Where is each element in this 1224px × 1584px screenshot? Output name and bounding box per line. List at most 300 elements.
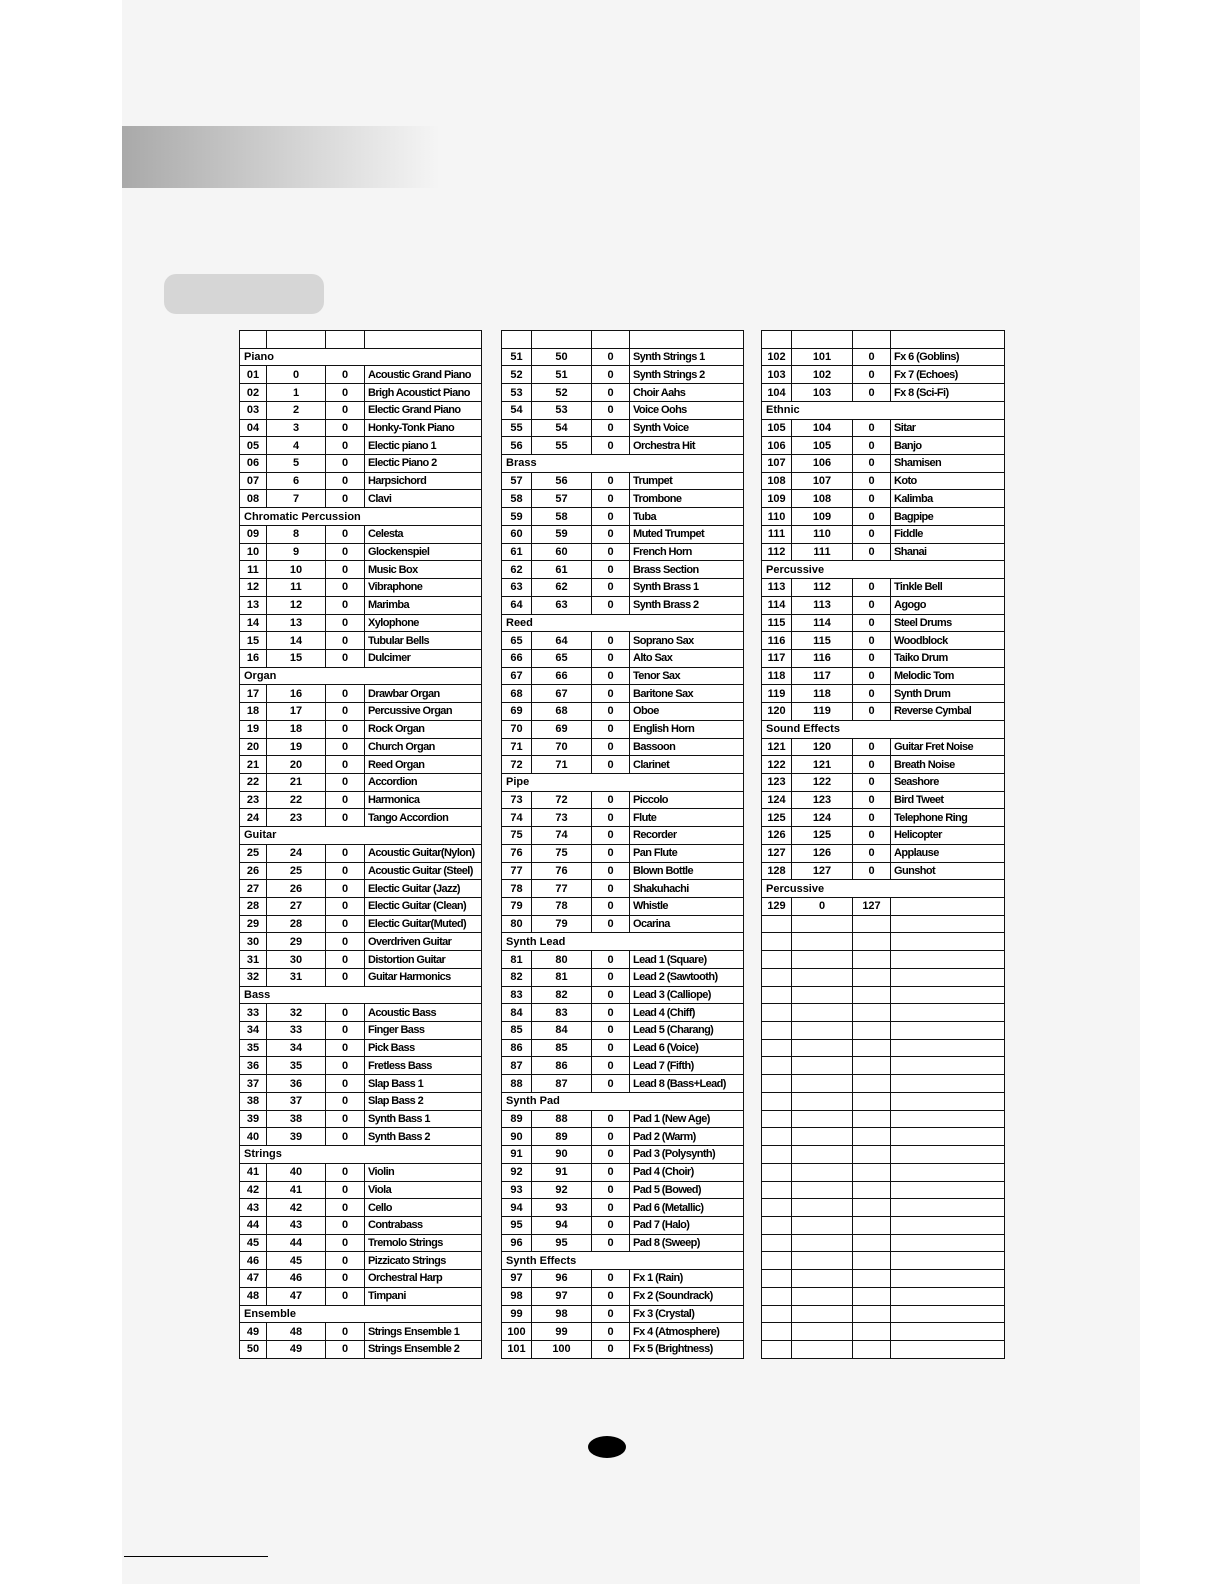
- category-spacer: [365, 1305, 482, 1323]
- voice-name: Glockenspiel: [365, 543, 482, 561]
- voice-row: [240, 1075, 482, 1093]
- voice-row: [240, 685, 482, 703]
- voice-number: 12: [240, 579, 267, 597]
- category-label: Synth Effects: [502, 1252, 630, 1270]
- voice-name: Slap Bass 2: [365, 1092, 482, 1110]
- voice-number: 115: [762, 614, 792, 632]
- voice-name: Electic Piano 2: [365, 455, 482, 473]
- bank-number: 0: [853, 419, 891, 437]
- voice-row: [502, 1234, 744, 1252]
- program-number: 26: [267, 880, 326, 898]
- voice-row: [502, 720, 744, 738]
- program-number: 85: [532, 1039, 592, 1057]
- bank-number: 0: [326, 862, 365, 880]
- voice-row: [762, 632, 1005, 650]
- program-number: 37: [267, 1092, 326, 1110]
- program-number: 35: [267, 1057, 326, 1075]
- program-number: 18: [267, 720, 326, 738]
- voice-row: [240, 1128, 482, 1146]
- empty-cell: [762, 986, 792, 1004]
- bank-number: 0: [592, 738, 630, 756]
- voice-name: Synth Brass 2: [630, 596, 744, 614]
- bank-number: 0: [592, 685, 630, 703]
- bank-number: 0: [592, 632, 630, 650]
- voice-name: Alto Sax: [630, 649, 744, 667]
- voice-row: [502, 844, 744, 862]
- voice-name: Helicopter: [891, 827, 1005, 845]
- program-number: 41: [267, 1181, 326, 1199]
- footer-rule: [124, 1556, 268, 1557]
- empty-row: [762, 1234, 1005, 1252]
- program-number: 48: [267, 1323, 326, 1341]
- program-number: 36: [267, 1075, 326, 1093]
- program-number: 53: [532, 401, 592, 419]
- voice-number: 22: [240, 773, 267, 791]
- program-number: 50: [532, 348, 592, 366]
- empty-cell: [853, 1004, 891, 1022]
- voice-name: Overdriven Guitar: [365, 933, 482, 951]
- program-number: 20: [267, 756, 326, 774]
- voice-row: [502, 809, 744, 827]
- program-number: 120: [792, 738, 853, 756]
- section-tab: [164, 274, 324, 314]
- voice-number: 26: [240, 862, 267, 880]
- voice-name: Bassoon: [630, 738, 744, 756]
- bank-number: 0: [853, 455, 891, 473]
- empty-cell: [762, 331, 792, 349]
- voice-row: [240, 915, 482, 933]
- program-number: 13: [267, 614, 326, 632]
- voice-number: 80: [502, 915, 532, 933]
- voice-number: 113: [762, 579, 792, 597]
- program-number: 55: [532, 437, 592, 455]
- category-label: Percussive: [762, 561, 891, 579]
- voice-row: [762, 809, 1005, 827]
- empty-cell: [853, 1057, 891, 1075]
- voice-number: 112: [762, 543, 792, 561]
- voice-name: Guitar Harmonics: [365, 968, 482, 986]
- bank-number: 0: [853, 437, 891, 455]
- voice-name: Drawbar Organ: [365, 685, 482, 703]
- program-number: 52: [532, 384, 592, 402]
- bank-number: 0: [326, 720, 365, 738]
- voice-name: Lead 2 (Sawtooth): [630, 968, 744, 986]
- program-number: 112: [792, 579, 853, 597]
- voice-name: Pad 3 (Polysynth): [630, 1146, 744, 1164]
- empty-cell: [365, 331, 482, 349]
- voice-row: [502, 968, 744, 986]
- voice-row: [240, 1234, 482, 1252]
- voice-name: Telephone Ring: [891, 809, 1005, 827]
- voice-row: [502, 951, 744, 969]
- program-number: 27: [267, 898, 326, 916]
- empty-cell: [762, 1305, 792, 1323]
- empty-row: [762, 1075, 1005, 1093]
- voice-number: 60: [502, 525, 532, 543]
- voice-row: [240, 1057, 482, 1075]
- voice-number: 45: [240, 1234, 267, 1252]
- voice-row: [240, 419, 482, 437]
- program-number: 73: [532, 809, 592, 827]
- voice-row: [240, 472, 482, 490]
- program-number: 119: [792, 703, 853, 721]
- voice-row: [502, 561, 744, 579]
- voice-row: [240, 773, 482, 791]
- empty-row: [762, 331, 1005, 349]
- voice-row: [240, 703, 482, 721]
- voice-name: Guitar Fret Noise: [891, 738, 1005, 756]
- empty-cell: [792, 1092, 853, 1110]
- empty-cell: [792, 331, 853, 349]
- program-number: 33: [267, 1022, 326, 1040]
- program-number: 17: [267, 703, 326, 721]
- voice-name: Lead 8 (Bass+Lead): [630, 1075, 744, 1093]
- voice-number: 116: [762, 632, 792, 650]
- voice-row: [762, 543, 1005, 561]
- voice-name: Pad 1 (New Age): [630, 1110, 744, 1128]
- voice-name: Bird Tweet: [891, 791, 1005, 809]
- program-number: 1: [267, 384, 326, 402]
- voice-name: Orchestral Harp: [365, 1270, 482, 1288]
- bank-number: 0: [326, 401, 365, 419]
- category-row: [762, 401, 1005, 419]
- empty-cell: [792, 1181, 853, 1199]
- voice-name: Slap Bass 1: [365, 1075, 482, 1093]
- voice-number: 10: [240, 543, 267, 561]
- empty-row: [762, 1305, 1005, 1323]
- program-number: 5: [267, 455, 326, 473]
- voice-number: 128: [762, 862, 792, 880]
- voice-name: Reverse Cymbal: [891, 703, 1005, 721]
- bank-number: 0: [853, 791, 891, 809]
- voice-number: 08: [240, 490, 267, 508]
- category-spacer: [630, 933, 744, 951]
- program-number: 43: [267, 1216, 326, 1234]
- voice-row: [240, 401, 482, 419]
- category-label: Ensemble: [240, 1305, 365, 1323]
- voice-number: 44: [240, 1216, 267, 1234]
- voice-number: 06: [240, 455, 267, 473]
- program-number: 107: [792, 472, 853, 490]
- voice-name: Tubular Bells: [365, 632, 482, 650]
- empty-cell: [891, 1340, 1005, 1358]
- voice-number: 120: [762, 703, 792, 721]
- program-number: 78: [532, 898, 592, 916]
- program-number: 23: [267, 809, 326, 827]
- bank-number: 0: [592, 1039, 630, 1057]
- voice-number: 19: [240, 720, 267, 738]
- program-number: 105: [792, 437, 853, 455]
- empty-cell: [891, 951, 1005, 969]
- empty-cell: [853, 1022, 891, 1040]
- program-number: 28: [267, 915, 326, 933]
- voice-name: Acoustic Guitar (Steel): [365, 862, 482, 880]
- voice-name: Pad 4 (Choir): [630, 1163, 744, 1181]
- voice-row: [240, 1323, 482, 1341]
- voice-number: 69: [502, 703, 532, 721]
- voice-number: 95: [502, 1216, 532, 1234]
- voice-row: [240, 1110, 482, 1128]
- bank-number: 0: [326, 525, 365, 543]
- voice-row: [502, 1340, 744, 1358]
- voice-row: [762, 614, 1005, 632]
- bank-number: 0: [326, 951, 365, 969]
- category-row: [240, 667, 482, 685]
- empty-cell: [762, 933, 792, 951]
- bank-number: 0: [592, 1110, 630, 1128]
- empty-cell: [891, 1022, 1005, 1040]
- voice-number: 49: [240, 1323, 267, 1341]
- empty-cell: [792, 1216, 853, 1234]
- voice-row: [240, 649, 482, 667]
- voice-number: 77: [502, 862, 532, 880]
- bank-number: 0: [326, 1075, 365, 1093]
- voice-name: Trombone: [630, 490, 744, 508]
- voice-number: 03: [240, 401, 267, 419]
- voice-name: Piccolo: [630, 791, 744, 809]
- category-spacer: [365, 1146, 482, 1164]
- bank-number: 0: [592, 1270, 630, 1288]
- empty-cell: [792, 933, 853, 951]
- voice-name: Clavi: [365, 490, 482, 508]
- voice-name: Agogo: [891, 596, 1005, 614]
- bank-number: 0: [853, 685, 891, 703]
- voice-row: [240, 933, 482, 951]
- bank-number: 0: [326, 437, 365, 455]
- voice-number: 90: [502, 1128, 532, 1146]
- voice-row: [502, 738, 744, 756]
- program-number: 94: [532, 1216, 592, 1234]
- bank-number: 0: [592, 862, 630, 880]
- bank-number: 0: [326, 419, 365, 437]
- program-number: 64: [532, 632, 592, 650]
- empty-cell: [891, 1305, 1005, 1323]
- program-number: 6: [267, 472, 326, 490]
- voice-row: [502, 1181, 744, 1199]
- voice-row: [502, 366, 744, 384]
- voice-number: 97: [502, 1270, 532, 1288]
- bank-number: 0: [326, 756, 365, 774]
- empty-cell: [762, 1004, 792, 1022]
- program-number: 101: [792, 348, 853, 366]
- voice-number: 32: [240, 968, 267, 986]
- empty-cell: [891, 1216, 1005, 1234]
- program-number: 98: [532, 1305, 592, 1323]
- voice-row: [240, 596, 482, 614]
- empty-cell: [853, 1323, 891, 1341]
- program-number: 31: [267, 968, 326, 986]
- voice-row: [502, 419, 744, 437]
- empty-row: [762, 951, 1005, 969]
- bank-number: 0: [326, 968, 365, 986]
- voice-name: Fx 5 (Brightness): [630, 1340, 744, 1358]
- bank-number: 0: [592, 1075, 630, 1093]
- empty-row: [762, 1270, 1005, 1288]
- bank-number: 0: [592, 1163, 630, 1181]
- category-spacer: [630, 455, 744, 473]
- bank-number: 0: [592, 649, 630, 667]
- program-number: 79: [532, 915, 592, 933]
- voice-number: 53: [502, 384, 532, 402]
- bank-number: 0: [326, 579, 365, 597]
- voice-row: [762, 862, 1005, 880]
- bank-number: 0: [592, 1199, 630, 1217]
- bank-number: 0: [326, 1270, 365, 1288]
- voice-row: [762, 472, 1005, 490]
- program-number: 34: [267, 1039, 326, 1057]
- voice-name: Taiko Drum: [891, 649, 1005, 667]
- bank-number: 0: [326, 1252, 365, 1270]
- voice-number: 114: [762, 596, 792, 614]
- voice-row: [502, 437, 744, 455]
- bank-number: 0: [592, 880, 630, 898]
- voice-number: 79: [502, 898, 532, 916]
- voice-row: [240, 1092, 482, 1110]
- empty-cell: [891, 1039, 1005, 1057]
- bank-number: 0: [853, 773, 891, 791]
- bank-number: 0: [326, 632, 365, 650]
- category-label: Synth Pad: [502, 1092, 630, 1110]
- program-number: 10: [267, 561, 326, 579]
- voice-name: Pizzicato Strings: [365, 1252, 482, 1270]
- voice-number: 05: [240, 437, 267, 455]
- voice-row: [240, 1340, 482, 1358]
- empty-cell: [891, 1234, 1005, 1252]
- voice-row: [762, 738, 1005, 756]
- voice-number: 28: [240, 898, 267, 916]
- category-label: Synth Lead: [502, 933, 630, 951]
- voice-name: Choir Aahs: [630, 384, 744, 402]
- bank-number: 0: [592, 525, 630, 543]
- bank-number: 0: [326, 543, 365, 561]
- program-number: 47: [267, 1287, 326, 1305]
- empty-cell: [891, 1057, 1005, 1075]
- program-number: 96: [532, 1270, 592, 1288]
- voice-number: 86: [502, 1039, 532, 1057]
- program-number: 39: [267, 1128, 326, 1146]
- voice-name: Shamisen: [891, 455, 1005, 473]
- empty-cell: [853, 915, 891, 933]
- program-number: 56: [532, 472, 592, 490]
- voice-name: Honky-Tonk Piano: [365, 419, 482, 437]
- bank-number: 0: [592, 1305, 630, 1323]
- voice-name: Breath Noise: [891, 756, 1005, 774]
- empty-cell: [792, 1004, 853, 1022]
- empty-cell: [891, 1146, 1005, 1164]
- voice-number: 127: [762, 844, 792, 862]
- voice-name: Pad 5 (Bowed): [630, 1181, 744, 1199]
- bank-number: 0: [592, 419, 630, 437]
- voice-name: Koto: [891, 472, 1005, 490]
- program-number: 38: [267, 1110, 326, 1128]
- program-number: 51: [532, 366, 592, 384]
- voice-name: Fx 7 (Echoes): [891, 366, 1005, 384]
- voice-row: [502, 384, 744, 402]
- voice-name: Synth Strings 2: [630, 366, 744, 384]
- category-label: Brass: [502, 455, 630, 473]
- category-spacer: [365, 986, 482, 1004]
- page-number-marker: [588, 1436, 626, 1458]
- empty-cell: [762, 915, 792, 933]
- voice-row: [762, 525, 1005, 543]
- category-row: [240, 1305, 482, 1323]
- program-number: 111: [792, 543, 853, 561]
- voice-name: Pad 7 (Halo): [630, 1216, 744, 1234]
- voice-number: 35: [240, 1039, 267, 1057]
- category-label: Organ: [240, 667, 365, 685]
- voice-row: [502, 1039, 744, 1057]
- voice-row: [502, 1128, 744, 1146]
- program-number: 8: [267, 525, 326, 543]
- voice-number: 25: [240, 844, 267, 862]
- voice-number: 70: [502, 720, 532, 738]
- voice-number: 59: [502, 508, 532, 526]
- empty-cell: [762, 1270, 792, 1288]
- voice-name: Clarinet: [630, 756, 744, 774]
- bank-number: 0: [592, 703, 630, 721]
- category-label: Pipe: [502, 773, 630, 791]
- empty-cell: [792, 986, 853, 1004]
- bank-number: 127: [853, 898, 891, 916]
- empty-cell: [792, 951, 853, 969]
- bank-number: 0: [326, 738, 365, 756]
- voice-name: Shakuhachi: [630, 880, 744, 898]
- empty-row: [762, 1057, 1005, 1075]
- bank-number: 0: [592, 348, 630, 366]
- voice-name: Fx 6 (Goblins): [891, 348, 1005, 366]
- voice-name: Music Box: [365, 561, 482, 579]
- category-spacer: [891, 720, 1005, 738]
- voice-row: [240, 756, 482, 774]
- voice-name: Celesta: [365, 525, 482, 543]
- voice-number: 24: [240, 809, 267, 827]
- voice-row: [502, 880, 744, 898]
- bank-number: 0: [853, 614, 891, 632]
- program-number: 99: [532, 1323, 592, 1341]
- bank-number: 0: [853, 809, 891, 827]
- empty-cell: [792, 1199, 853, 1217]
- empty-cell: [853, 1340, 891, 1358]
- empty-cell: [853, 1163, 891, 1181]
- category-label: Bass: [240, 986, 365, 1004]
- category-spacer: [365, 348, 482, 366]
- bank-number: 0: [326, 880, 365, 898]
- empty-cell: [891, 331, 1005, 349]
- program-number: 91: [532, 1163, 592, 1181]
- voice-row: [762, 649, 1005, 667]
- voice-number: 110: [762, 508, 792, 526]
- program-number: 70: [532, 738, 592, 756]
- empty-cell: [792, 1022, 853, 1040]
- empty-row: [762, 968, 1005, 986]
- program-number: 123: [792, 791, 853, 809]
- voice-name: Harmonica: [365, 791, 482, 809]
- voice-number: 125: [762, 809, 792, 827]
- voice-number: 66: [502, 649, 532, 667]
- empty-row: [762, 1092, 1005, 1110]
- empty-cell: [502, 331, 532, 349]
- empty-cell: [853, 986, 891, 1004]
- voice-row: [240, 862, 482, 880]
- voice-name: Tinkle Bell: [891, 579, 1005, 597]
- voice-name: Seashore: [891, 773, 1005, 791]
- voice-name: [891, 898, 1005, 916]
- voice-name: Lead 1 (Square): [630, 951, 744, 969]
- voice-row: [502, 490, 744, 508]
- program-number: 127: [792, 862, 853, 880]
- program-number: 63: [532, 596, 592, 614]
- empty-cell: [853, 1234, 891, 1252]
